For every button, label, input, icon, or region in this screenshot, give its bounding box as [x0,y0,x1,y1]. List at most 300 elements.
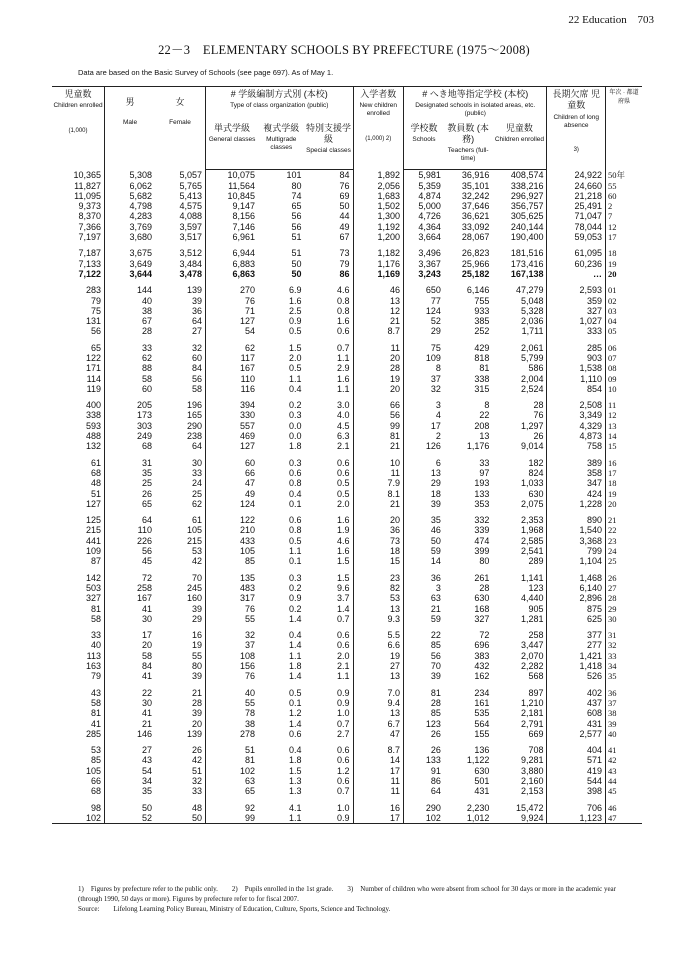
table-cell: 2,524 [492,384,547,394]
table-row [52,640,642,650]
table-cell: 356,757 [492,201,547,211]
table-cell: 41 [52,719,105,729]
table-cell: 102 [404,813,444,824]
table-cell: 10,075 [227,170,256,181]
table-cell: 1.4 [288,718,302,729]
row-code: 39 [608,718,617,729]
table-cell: 0.6 [305,468,354,478]
table-cell: 1.1 [305,353,354,363]
row-code: 19 [608,488,617,499]
table-cell: 1.4 [288,671,302,682]
table-cell: 80 [479,556,490,567]
table-cell: 6.9 [288,285,302,296]
table-cell: 24,922 [547,170,606,181]
table-cell: 1,210 [492,698,547,708]
table-cell: 52 [105,813,156,824]
table-cell: 1.9 [305,525,354,535]
table-cell: 67 [305,232,354,242]
table-row [52,786,642,796]
table-cell: 196 [155,400,206,410]
table-cell: 12 [353,306,404,316]
row-code: 36 [608,687,617,698]
table-cell: 488 [52,431,105,441]
table-cell: 101 [286,170,302,181]
table-cell: 63 [245,775,256,786]
table-cell: 33 [155,468,206,478]
table-cell: 51 [52,489,105,499]
table-cell: 0.9 [305,698,354,708]
table-row [52,458,642,468]
table-cell: 110 [240,373,256,384]
table-cell: 58 [142,373,153,384]
table-cell: 30 [142,613,153,624]
table-cell: 0.9 [305,813,354,824]
table-cell: 60 [155,353,206,363]
table-cell: 0.6 [288,728,302,739]
row-code: 28 [608,593,617,604]
table-cell: 7,122 [52,269,105,279]
table-cell: 4,726 [418,211,441,222]
table-cell: 3,512 [155,248,206,258]
table-cell: 1,200 [353,232,404,242]
table-cell: 22 [479,410,490,421]
table-cell: 163 [52,661,105,671]
header-male: 男 Male [105,87,156,170]
table-cell: 0.8 [305,296,354,306]
table-cell: 0.6 [305,458,354,468]
table-cell: 47 [245,478,256,489]
table-cell: 3,243 [418,268,441,279]
table-cell: 1,122 [466,755,490,766]
table-cell: 60,236 [547,259,606,269]
table-cell: 359 [547,296,606,306]
table-cell: 3,368 [547,536,606,546]
table-cell: 7.0 [353,688,404,698]
table-cell: 167 [240,363,256,374]
table-cell: 389 [547,458,606,468]
table-cell: 117 [240,353,256,363]
table-cell: 327 [52,593,105,603]
table-cell: 110 [137,525,153,536]
table-cell: 9,924 [492,813,547,824]
table-cell: 6,140 [547,583,606,593]
table-cell: 2.7 [305,729,354,739]
table-row [52,269,642,279]
table-cell: 0.6 [305,745,354,755]
table-cell: 70 [430,661,441,672]
row-code: 23 [608,535,617,546]
row-code: 19 [608,258,617,269]
table-cell: 1,192 [353,222,404,232]
table-cell: 270 [240,285,256,296]
table-cell: 34 [142,775,153,786]
table-cell: 333 [547,326,606,336]
table-cell: 4,364 [418,221,441,232]
table-cell: 116 [240,383,256,394]
table-cell: 9,373 [52,201,105,211]
table-cell: 429 [474,342,490,353]
table-cell: 2,282 [492,661,547,671]
row-code: 03 [608,305,617,316]
table-cell: 47,279 [492,285,547,295]
table-cell: 0.7 [305,719,354,729]
table-cell: 81 [353,431,404,441]
table-cell: 124 [425,305,441,316]
table-cell: 6,863 [232,268,256,279]
table-row [52,285,642,295]
table-cell: 49 [245,488,256,499]
table-cell: 258 [492,630,547,640]
table-cell: 1.0 [305,708,354,718]
table-cell: 2.1 [305,441,354,451]
table-cell: 2,508 [547,400,606,410]
header-isolated-schools: # へき地等指定学校 (本校) Designated schools in isolated areas, etc. (public) [404,87,547,121]
table-cell: 59,053 [547,232,606,242]
table-cell: 26 [430,745,441,756]
table-cell: 20 [353,353,404,363]
table-cell: 50 [291,268,302,279]
table-cell: 72 [479,630,490,641]
table-cell: 10,845 [227,190,256,201]
table-cell: 84 [155,363,206,373]
row-code: 20 [608,268,617,279]
table-cell: 3,597 [155,222,206,232]
table-cell: 238 [155,431,206,441]
table-row [52,400,642,410]
row-code: 32 [608,640,617,651]
table-cell: 1.3 [288,786,302,797]
table-cell: 2,036 [492,316,547,326]
table-cell: 2,577 [547,729,606,739]
table-cell: 240,144 [492,222,547,232]
table-cell: 1,538 [547,363,606,373]
page-header [560,14,654,26]
table-cell: 11 [353,776,404,786]
table-cell: 13 [430,467,441,478]
table-cell: 1.1 [288,546,302,557]
table-cell: 2.5 [288,305,302,316]
table-cell: 2,061 [492,343,547,353]
table-cell: 35,101 [461,180,490,191]
table-cell: 11 [353,468,404,478]
table-cell: 16 [353,803,404,813]
table-cell: 441 [52,536,105,546]
table-cell: 0.7 [305,343,354,353]
table-cell: 1,892 [353,170,404,181]
row-code: 17 [608,232,617,243]
table-row [52,248,642,258]
table-cell: 33 [479,457,490,468]
table-cell: 20 [353,515,404,525]
table-cell: 544 [547,776,606,786]
table-cell: 1.1 [305,671,354,681]
table-cell: 1.6 [305,546,354,556]
table-cell: 5,057 [155,170,206,181]
table-cell: 252 [474,326,490,337]
row-code: 05 [608,326,617,337]
table-cell: 56 [291,221,302,232]
table-cell: 160 [155,593,206,603]
table-cell: 50 [430,535,441,546]
table-cell: 25 [142,478,153,489]
table-cell: 81 [479,363,490,374]
row-code: 44 [608,775,617,786]
table-cell: 0.4 [288,630,302,641]
table-cell: 58 [52,698,105,708]
table-cell: 109 [425,353,441,363]
table-cell: 35 [142,786,153,797]
table-cell: 17 [353,813,404,824]
table-cell: 47 [353,729,404,739]
table-cell: 215 [52,525,105,535]
table-cell: 86 [305,269,354,279]
table-cell: 173,416 [492,259,547,269]
table-cell: 127 [240,316,256,327]
row-code: 25 [608,556,617,567]
table-row [52,431,642,441]
table-row [52,468,642,478]
table-cell: 11,827 [52,181,105,191]
table-row [52,573,642,583]
table-cell: 65 [142,498,153,509]
table-row [52,525,642,535]
table-cell: 40 [52,640,105,650]
table-cell: 35 [142,467,153,478]
table-cell: 353 [474,498,490,509]
table-cell: 126 [425,441,441,452]
table-cell: 755 [474,295,490,306]
table-cell: 1,176 [353,259,404,269]
table-cell: 15 [353,556,404,566]
table-cell: 338 [52,410,105,420]
table-cell: 0.5 [288,363,302,374]
table-cell: 431 [547,719,606,729]
table-cell: 190,400 [492,232,547,242]
table-cell: 62 [245,342,256,353]
table-cell: 5,048 [492,296,547,306]
table-cell: 56 [353,410,404,420]
table-cell: 40 [245,687,256,698]
table-cell: 64 [430,786,441,797]
table-cell: 0.2 [288,582,302,593]
row-code: 45 [608,786,617,797]
table-cell: 62 [155,499,206,509]
table-cell: 0.5 [288,326,302,337]
table-row [52,556,642,566]
table-cell: 404 [547,745,606,755]
table-cell: 46 [353,285,404,295]
table-cell: 8.7 [353,745,404,755]
table-cell: 74 [291,190,302,201]
table-cell: 1,683 [353,191,404,201]
row-code: 50年 [608,170,626,180]
table-cell: 1.1 [288,373,302,384]
table-cell: 30 [155,458,206,468]
table-cell: 11 [353,786,404,796]
table-cell: 26,823 [461,248,490,259]
table-cell: 1.4 [305,604,354,614]
table-cell: 18 [430,488,441,499]
header-special: 特別支援学級 Special classes [305,121,354,166]
table-cell: 86 [430,775,441,786]
table-row [52,222,642,232]
table-cell: 593 [52,421,105,431]
table-cell: 437 [547,698,606,708]
table-cell: 55 [245,613,256,624]
table-cell: 0.4 [288,383,302,394]
table-cell: 20 [353,384,404,394]
table-cell: 26 [492,431,547,441]
footnote-source: Source: Lifelong Learning Policy Bureau, Ministry of Education, Culture, Sports, Science and Technology. [78,905,391,913]
table-cell: 81 [245,755,256,766]
table-cell: 383 [474,650,490,661]
table-cell: 28,067 [461,232,490,243]
table-cell: 66 [245,467,256,478]
table-cell: 127 [52,499,105,509]
table-cell: 1.5 [288,765,302,776]
section-label: 22 Education [568,14,627,26]
table-cell: 296,927 [492,191,547,201]
table-cell: 32 [155,776,206,786]
table-cell: 22 [430,630,441,641]
row-code: 7 [608,211,613,222]
table-cell: 905 [492,604,547,614]
table-cell: 0.0 [288,431,302,442]
table-cell: 69 [305,191,354,201]
table-cell: 127 [240,441,256,452]
table-cell: 854 [547,384,606,394]
table-cell: 119 [52,384,105,394]
table-cell: 132 [52,441,105,451]
table-cell: 696 [474,640,490,651]
table-row [52,296,642,306]
table-cell: 39 [155,671,206,681]
table-cell: 76 [245,295,256,306]
table-cell: 50 [155,813,206,824]
table-cell: 377 [547,630,606,640]
table-cell: 535 [474,708,490,719]
table-cell: 72 [142,572,153,583]
table-cell: 258 [136,582,153,593]
table-cell: 97 [479,467,490,478]
table-cell: 29 [430,326,441,337]
table-cell: 139 [155,285,206,295]
table-cell: 0.6 [305,630,354,640]
table-cell: 80 [155,661,206,671]
table-cell: 669 [492,729,547,739]
table-cell: 131 [52,316,105,326]
table-cell: 28 [155,698,206,708]
table-cell: 1,502 [353,201,404,211]
table-cell: 161 [474,697,490,708]
row-code: 35 [608,671,617,682]
table-row [52,306,642,316]
table-title: 22－3 ELEMENTARY SCHOOLS BY PREFECTURE (1975～2008) [158,43,530,57]
table-cell: 144 [136,285,153,296]
table-row [52,316,642,326]
table-cell: 156 [240,661,256,672]
row-code: 40 [608,728,617,739]
table-cell: 56 [155,374,206,384]
table-cell: 64 [155,316,206,326]
header-new-enrolled: 入学者数 New children enrolled (1,000) 2) [353,87,404,170]
table-cell: 87 [52,556,105,566]
table-cell: 78 [245,708,256,719]
row-code: 10 [608,383,617,394]
table-cell: 5,413 [155,191,206,201]
table-cell: 50 [305,201,354,211]
table-cell: 125 [52,515,105,525]
table-cell: 2,896 [547,593,606,603]
table-cell: 123 [425,718,441,729]
table-cell: 3 [435,400,441,411]
table-cell: 51 [155,766,206,776]
table-cell: 146 [136,728,153,739]
table-cell: 8.7 [353,326,404,336]
table-cell: 105 [52,766,105,776]
table-cell: 27 [353,661,404,671]
table-cell: 285 [52,729,105,739]
table-cell: 1,468 [547,573,606,583]
row-code: 13 [608,420,617,431]
table-cell: 1.3 [288,775,302,786]
table-cell: 503 [52,583,105,593]
row-code: 41 [608,745,617,756]
table-cell: 0.5 [288,687,302,698]
table-cell: 2,353 [492,515,547,525]
table-row [52,698,642,708]
table-cell: 9,014 [492,441,547,451]
table-cell: 24 [155,478,206,488]
table-cell: 75 [430,342,441,353]
table-cell: 17 [353,766,404,776]
table-body [52,170,642,824]
table-cell: 28 [142,326,153,337]
table-cell: 50 [291,258,302,269]
table-cell: 42 [155,556,206,566]
table-cell: 332 [474,515,490,526]
table-cell: 66 [52,776,105,786]
table-cell: 3,680 [129,232,153,243]
table-cell: 399 [474,546,490,557]
table-cell: 303 [136,420,153,431]
table-cell: 1,300 [353,211,404,221]
row-code: 17 [608,467,617,478]
row-code: 42 [608,755,617,766]
table-cell: 4.6 [305,536,354,546]
table-cell: 1.2 [288,708,302,719]
table-cell: 708 [492,745,547,755]
table-cell: 17 [430,420,441,431]
table-cell: 4.5 [305,421,354,431]
table-cell: 79 [52,671,105,681]
table-cell: 226 [136,535,153,546]
table-cell: 0.3 [288,457,302,468]
table-cell: 5,799 [492,353,547,363]
table-cell: 13 [353,671,404,681]
table-cell: 1,169 [353,269,404,279]
table-cell: 85 [245,556,256,567]
table-cell: 39 [155,296,206,306]
table-row [52,374,642,384]
table-cell: 261 [474,572,490,583]
table-cell: 2.0 [305,499,354,509]
table-cell: 1.5 [288,342,302,353]
table-cell: 43 [52,688,105,698]
table-cell: 99 [353,421,404,431]
row-code: 18 [608,478,617,489]
table-cell: 55 [245,697,256,708]
